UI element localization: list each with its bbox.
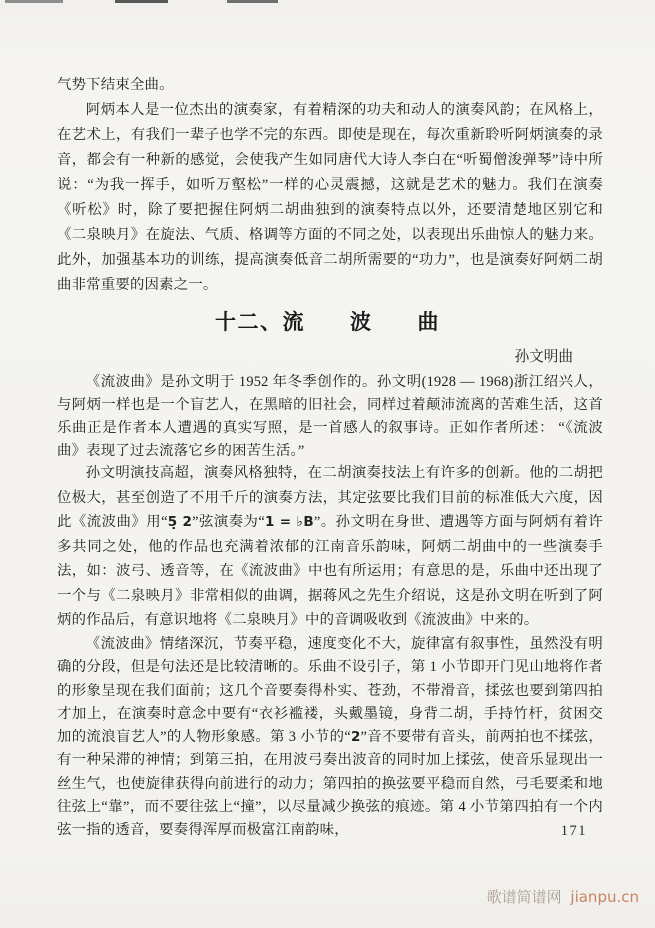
scan-artifact-bar <box>5 0 63 3</box>
paragraph-performance <box>57 633 603 843</box>
performance-text-1: 《流波曲》情绪深沉，节奏平稳，速度变化不大，旋律富有叙事性，虽然没有明确的分段，但是句法还是比较清晰的。乐曲不设引子，第 1 小节即开门见山地将作者的形象呈现在我们面前；这几个音要奏得朴实、苍劲，不带滑音，揉弦也要到第四拍才加上，在演奏时意念中要有“衣衫褴褛，头戴墨镜，身背二胡，手持竹杆，贫困交加的流浪盲艺人”的人物形象感。第 3 小节的“ <box>57 636 603 746</box>
paragraph-continuation-tail: 气势下结束全曲。 <box>57 77 174 93</box>
performance-text-2: ”音不要带有音头，前两拍也不揉弦，有一种呆滞的神情；到第三拍，在用波弓奏出波音的同时加上揉弦，使音乐显现出一丝生气，也使旋律获得向前进行的动力；第四拍的换弦要平稳而自然，弓毛要柔和地往弦上“靠”，而不要往弦上“撞”，以尽量减少换弦的痕迹。第 4 小节第四拍有一个内弦一指的透音，要奏得浑厚而极富江南韵味， <box>57 729 603 839</box>
scan-artifact-bar <box>227 0 278 3</box>
technique-text-block <box>57 461 603 633</box>
paragraph-abing-style: 阿炳本人是一位杰出的演奏家，有着精深的功夫和动人的演奏风韵；在风格上，在艺术上，有我们一辈子也学不完的东西。即使是现在，每次重新聆听阿炳演奏的录音，都会有一种新的感觉，会使我产生如同唐代大诗人李白在“听蜀僧浚弹琴”诗中所说：“为我一挥手，如听万壑松”一样的心灵震撼，这就是艺术的魅力。我们在演奏《听松》时，除了要把握住阿炳二胡曲独到的演奏特点以外，还要清楚地区别它和《二泉映月》在旋法、气质、格调等方面的不同之处，以表现出乐曲惊人的魅力来。此外，加强基本功的训练，提高演奏低音二胡所需要的“功力”，也是演奏好阿炳二胡曲非常重要的因素之一。 <box>57 102 603 293</box>
intro-text-block <box>57 371 603 463</box>
page-number: 171 <box>560 823 587 839</box>
technique-text-3: ”。孙文明在身世、遭遇等方面与阿炳有着许多共同之处，他的作品也充满着浓郁的江南音乐韵味，阿炳二胡曲中的一些演奏手法，如：波弓、透音等，在《流波曲》中也有所运用；有意思的是，乐曲中还出现了一个与《二泉映月》非常相似的曲调，据蒋风之先生介绍说，这是孙文明在听到了阿炳的作品后，有意识地将《二泉映月》中的音调吸收到《流波曲》中来的。 <box>57 514 603 628</box>
watermark-site-name: 歌谱简谱网 <box>486 888 562 906</box>
composer-credit: 孙文明曲 <box>514 349 573 365</box>
continuation-text-block <box>57 73 603 298</box>
technique-text-2: ”弦演奏为“ <box>192 514 266 530</box>
watermark <box>487 886 639 907</box>
paragraph-intro: 《流波曲》是孙文明于 1952 年冬季创作的。孙文明(1928 — 1968)浙江绍兴人，与阿炳一样也是一个盲艺人，在黑暗的旧社会，同样过着颠沛流离的苦难生活，这首乐曲正是作者本人遭遇的真实写照，是一首感人的叙事诗。正如作者所述： “《流波曲》表现了过去流落它乡的困苦生活。” <box>57 374 603 459</box>
performance-text-block <box>57 633 603 843</box>
paragraph-technique <box>57 461 603 633</box>
watermark-site-url: jianpu.cn <box>570 888 639 906</box>
key-signature-notation: 1 = ♭B <box>265 514 314 530</box>
technique-text-1: 孙文明演技高超，演奏风格独特，在二胡演奏技法上有许多的创新。他的二胡把位极大，甚至创造了不用千斤的演奏方法，其定弦要比我们目前的标准低大六度，因此《流波曲》用“ <box>57 465 603 530</box>
jianpu-string-notation: 5̣ 2 <box>167 514 193 530</box>
jianpu-note-notation: 2 <box>350 729 361 746</box>
scan-artifact-bar <box>115 0 168 3</box>
section-title: 十二、流 波 曲 <box>215 310 440 335</box>
